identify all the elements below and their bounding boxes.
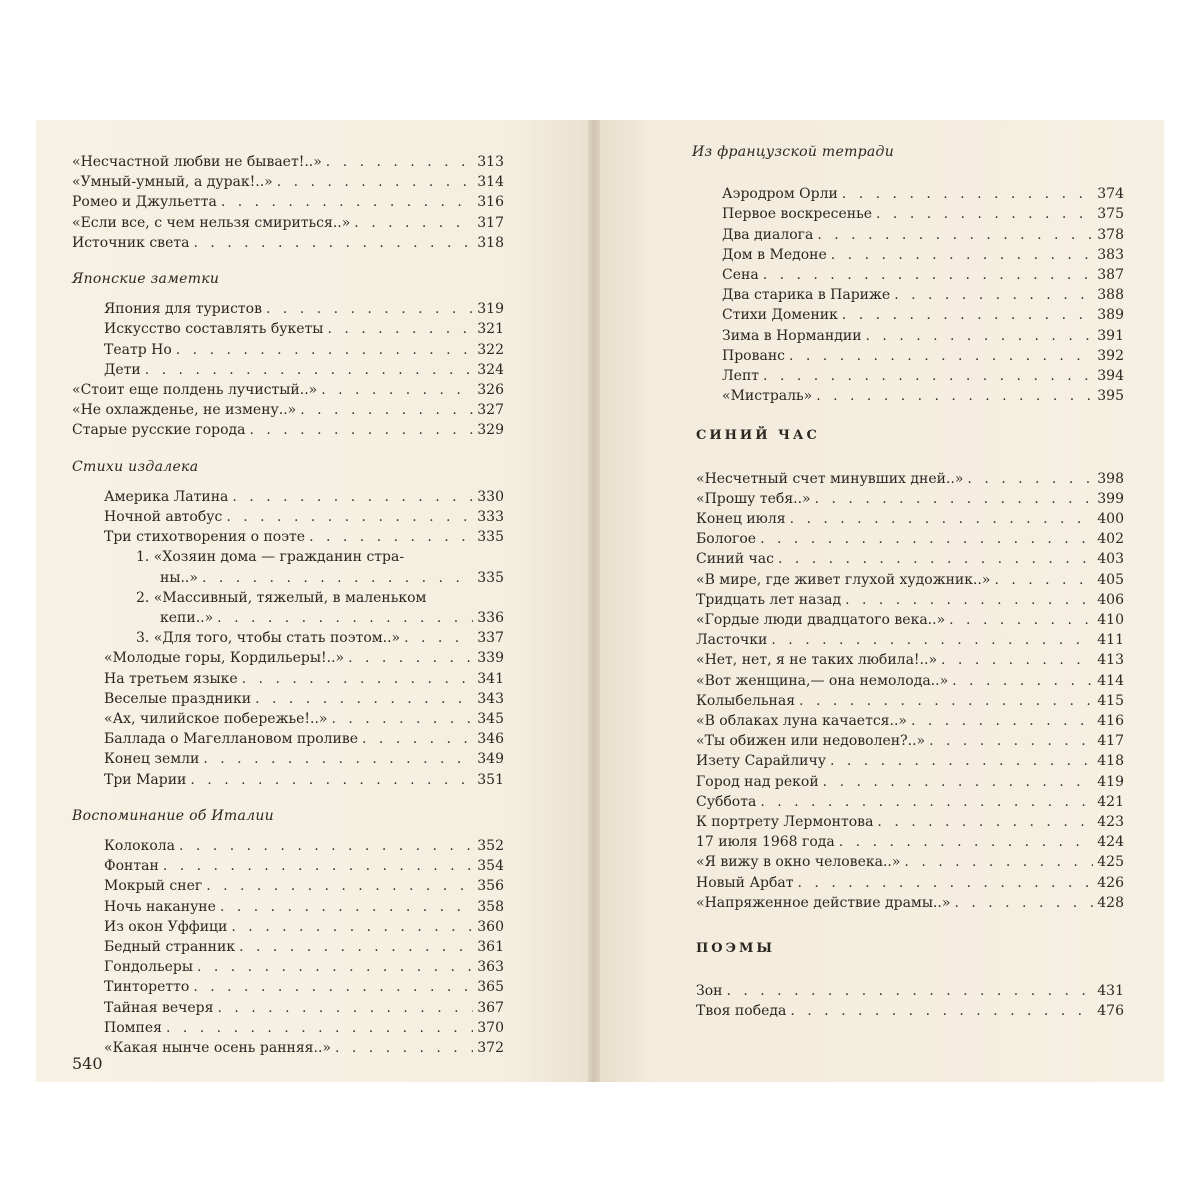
toc-leader-dots <box>823 772 1094 792</box>
toc-entry-title: 2. «Массивный, тяжелый, в маленьком <box>136 589 427 606</box>
toc-section-heading: Стихи издалека <box>72 458 199 475</box>
toc-entry-title: кепи..» <box>160 610 214 626</box>
toc-leader-dots <box>842 305 1093 325</box>
toc-entry <box>696 610 1124 630</box>
toc-entry-title: На третьем языке <box>104 670 238 687</box>
toc-entry-title: Два диалога <box>722 226 814 243</box>
toc-entry-title: «Нет, нет, я не таких любила!..» <box>696 652 938 669</box>
toc-leader-dots <box>789 346 1093 366</box>
toc-leader-dots <box>790 509 1094 529</box>
toc-entry-title: Бедный странник <box>104 939 236 955</box>
toc-entry <box>72 420 504 440</box>
toc-entry-page: 424 <box>1097 834 1124 851</box>
toc-entry-title: Зима в Нормандии <box>722 327 862 344</box>
toc-entry-title: Помпея <box>104 1019 162 1036</box>
toc-entry-page: 431 <box>1097 983 1124 1000</box>
toc-leader-dots <box>817 225 1093 245</box>
toc-leader-dots <box>206 876 473 896</box>
toc-entry-title: Конец земли <box>104 751 200 768</box>
toc-entry-page: 363 <box>477 959 504 976</box>
toc-leader-dots <box>217 998 473 1018</box>
toc-entry-title: Твоя победа <box>696 1003 787 1020</box>
toc-leader-dots <box>193 977 473 997</box>
toc-leader-dots <box>929 731 1093 751</box>
toc-leader-dots <box>904 852 1093 872</box>
toc-leader-dots <box>226 507 473 527</box>
toc-leader-dots <box>763 366 1093 386</box>
toc-entry <box>104 669 504 689</box>
toc-entry-page: 387 <box>1097 267 1124 283</box>
toc-entry <box>722 346 1124 366</box>
toc-entry <box>160 568 504 588</box>
toc-leader-dots <box>771 630 1093 650</box>
toc-entry-title: «Какая нынче осень ранняя..» <box>104 1040 331 1056</box>
toc-entry-page: 421 <box>1097 793 1124 810</box>
toc-entry <box>104 856 504 876</box>
toc-entry-title: Тайная вечеря <box>104 999 214 1016</box>
toc-entry-title: Театр Но <box>104 341 172 358</box>
toc-entry <box>136 547 504 567</box>
toc-entry <box>696 630 1124 650</box>
toc-leader-dots <box>255 689 473 709</box>
toc-entry-page: 335 <box>477 529 504 546</box>
toc-entry <box>696 1001 1124 1021</box>
toc-entry-page: 416 <box>1097 713 1124 729</box>
toc-entry-page: 426 <box>1097 874 1124 891</box>
toc-entry <box>696 549 1124 569</box>
toc-section-heading: Воспоминание об Италии <box>72 807 274 824</box>
toc-leader-dots <box>327 319 473 339</box>
toc-entry-title: Стихи Доменик <box>722 307 838 324</box>
page-number: 540 <box>72 1054 103 1073</box>
toc-entry-page: 406 <box>1097 591 1124 608</box>
toc-entry-title: Ночь накануне <box>104 898 216 915</box>
toc-entry-page: 425 <box>1097 854 1124 871</box>
toc-entry-title: Три Марии <box>104 771 187 788</box>
toc-section-heading: ПОЭМЫ <box>696 941 775 956</box>
toc-leader-dots <box>949 610 1093 630</box>
toc-entry <box>696 832 1124 852</box>
toc-leader-dots <box>815 489 1094 509</box>
toc-entry <box>72 380 504 400</box>
toc-entry <box>104 770 504 790</box>
toc-entry-page: 428 <box>1097 894 1124 911</box>
toc-entry-page: 391 <box>1097 327 1124 344</box>
toc-leader-dots <box>217 608 473 628</box>
toc-entry-title: Прованс <box>722 347 785 364</box>
toc-entry <box>722 285 1124 305</box>
toc-leader-dots <box>798 873 1094 893</box>
toc-entry-page: 388 <box>1097 287 1124 304</box>
toc-entry-title: 1. «Хозяин дома — гражданин стра- <box>136 549 405 566</box>
toc-leader-dots <box>967 469 1093 489</box>
toc-entry <box>722 386 1124 406</box>
toc-entry-title: «Несчастной любви не бывает!..» <box>72 154 322 170</box>
toc-leader-dots <box>816 386 1093 406</box>
toc-entry-page: 316 <box>477 194 504 211</box>
toc-leader-dots <box>203 749 473 769</box>
toc-entry-page: 402 <box>1097 531 1124 548</box>
toc-entry-title: Колокола <box>104 838 176 854</box>
toc-leader-dots <box>842 184 1093 204</box>
toc-entry-page: 418 <box>1097 753 1124 770</box>
toc-entry <box>696 852 1124 872</box>
toc-entry <box>104 1018 504 1038</box>
toc-leader-dots <box>760 529 1093 549</box>
toc-leader-dots <box>845 590 1093 610</box>
toc-entry-title: Зон <box>696 983 723 1000</box>
toc-entry-page: 399 <box>1097 490 1124 507</box>
toc-leader-dots <box>166 1018 473 1038</box>
toc-entry <box>72 400 504 420</box>
toc-entry-title: «Если все, с чем нельзя смириться..» <box>72 214 351 231</box>
toc-leader-dots <box>309 527 473 547</box>
toc-entry <box>696 509 1124 529</box>
toc-entry <box>696 731 1124 751</box>
toc-section-heading: Из французской тетради <box>692 144 895 160</box>
toc-entry <box>722 184 1124 204</box>
toc-entry-page: 411 <box>1097 632 1124 649</box>
toc-entry-title: 3. «Для того, чтобы стать поэтом..» <box>136 630 401 647</box>
toc-leader-dots <box>790 1001 1093 1021</box>
toc-entry <box>104 977 504 997</box>
toc-entry-page: 335 <box>477 569 504 586</box>
toc-entry <box>722 265 1124 285</box>
toc-entry-title: «Умный-умный, а дурак!..» <box>72 174 273 191</box>
toc-entry-page: 351 <box>477 771 504 788</box>
toc-entry-title: «Прошу тебя..» <box>696 490 811 507</box>
toc-entry-page: 367 <box>477 999 504 1016</box>
toc-entry-page: 317 <box>477 214 504 231</box>
toc-entry-title: «Мистраль» <box>722 388 813 405</box>
toc-entry-title: «Ах, чилийское побережье!..» <box>104 711 328 727</box>
toc-entry-page: 383 <box>1097 246 1124 263</box>
toc-entry-title: «Гордые люди двадцатого века..» <box>696 612 946 628</box>
toc-entry <box>696 590 1124 610</box>
toc-entry-title: Источник света <box>72 234 190 251</box>
toc-leader-dots <box>242 669 474 689</box>
toc-entry-page: 423 <box>1097 814 1124 830</box>
toc-entry-page: 322 <box>477 341 504 358</box>
toc-entry <box>104 749 504 769</box>
toc-entry-title: Синий час <box>696 551 774 568</box>
toc-entry-title: Изету Сарайличу <box>696 753 826 770</box>
toc-entry-title: 17 июля 1968 года <box>696 834 835 851</box>
toc-leader-dots <box>830 751 1093 771</box>
toc-entry-title: Аэродром Орли <box>722 186 838 203</box>
toc-leader-dots <box>952 671 1093 691</box>
toc-entry-title: Из окон Уффици <box>104 918 228 935</box>
toc-entry-title: ны..» <box>160 569 198 586</box>
toc-leader-dots <box>894 285 1093 305</box>
toc-entry-page: 314 <box>477 174 504 191</box>
toc-leader-dots <box>249 420 473 440</box>
toc-entry <box>696 671 1124 691</box>
toc-leader-dots <box>866 326 1094 346</box>
toc-entry <box>104 689 504 709</box>
toc-entry-page: 354 <box>477 858 504 875</box>
toc-entry-page: 352 <box>477 838 504 854</box>
toc-entry-page: 346 <box>477 731 504 748</box>
toc-leader-dots <box>231 917 473 937</box>
toc-entry <box>104 527 504 547</box>
toc-entry <box>104 487 504 507</box>
toc-leader-dots <box>190 770 473 790</box>
toc-entry <box>696 893 1124 913</box>
toc-entry-title: Ласточки <box>696 632 768 649</box>
toc-entry <box>104 836 504 856</box>
toc-entry-title: Старые русские города <box>72 422 246 439</box>
toc-entry-title: «Молодые горы, Кордильеры!..» <box>104 650 345 667</box>
toc-entry <box>104 917 504 937</box>
toc-entry-title: Бологое <box>696 531 757 548</box>
toc-entry <box>104 709 504 729</box>
toc-leader-dots <box>778 549 1093 569</box>
toc-entry-page: 419 <box>1097 773 1124 790</box>
toc-entry <box>696 529 1124 549</box>
toc-entry-title: «Ты обижен или недоволен?..» <box>696 733 926 750</box>
toc-entry-page: 365 <box>477 979 504 996</box>
toc-entry <box>104 897 504 917</box>
toc-entry-page: 319 <box>477 301 504 318</box>
toc-entry-page: 327 <box>477 402 504 419</box>
toc-leader-dots <box>760 792 1093 812</box>
toc-leader-dots <box>176 340 474 360</box>
toc-section-heading: СИНИЙ ЧАС <box>696 428 820 444</box>
toc-entry-title: Конец июля <box>696 511 786 527</box>
toc-entry-page: 400 <box>1097 511 1124 527</box>
toc-leader-dots <box>362 729 473 749</box>
toc-leader-dots <box>911 711 1093 731</box>
toc-leader-dots <box>277 172 474 192</box>
toc-entry-page: 336 <box>477 610 504 626</box>
toc-entry-page: 375 <box>1097 206 1124 223</box>
toc-leader-dots <box>221 192 473 212</box>
toc-entry-page: 341 <box>477 670 504 687</box>
toc-entry-title: Сена <box>722 267 759 283</box>
toc-entry-title: Два старика в Париже <box>722 287 891 304</box>
toc-entry <box>696 650 1124 670</box>
toc-entry-page: 398 <box>1097 470 1124 487</box>
toc-entry <box>104 998 504 1018</box>
toc-entry-title: «Стоит еще полдень лучистый..» <box>72 382 318 398</box>
toc-entry-page: 476 <box>1097 1003 1124 1020</box>
toc-entry <box>696 772 1124 792</box>
toc-entry <box>104 1038 504 1058</box>
toc-leader-dots <box>799 691 1093 711</box>
toc-entry <box>72 213 504 233</box>
toc-entry <box>104 319 504 339</box>
toc-entry <box>72 152 504 172</box>
toc-entry <box>104 876 504 896</box>
toc-entry-title: Колыбельная <box>696 692 796 709</box>
toc-entry-title: Первое воскресенье <box>722 206 873 223</box>
toc-entry-title: «Я вижу в окно человека..» <box>696 854 901 871</box>
toc-entry-page: 414 <box>1097 672 1124 689</box>
toc-entry <box>136 628 504 648</box>
toc-entry <box>722 204 1124 224</box>
toc-entry-page: 403 <box>1097 551 1124 568</box>
toc-entry-page: 372 <box>477 1040 504 1056</box>
toc-leader-dots <box>197 957 473 977</box>
toc-entry <box>696 873 1124 893</box>
toc-leader-dots <box>876 204 1093 224</box>
toc-entry-page: 415 <box>1097 692 1124 709</box>
toc-entry-title: Дети <box>104 361 141 378</box>
toc-entry-title: «Несчетный счет минувших дней..» <box>696 470 964 487</box>
toc-entry <box>104 299 504 319</box>
toc-entry <box>722 326 1124 346</box>
toc-entry-title: «Напряженное действие драмы..» <box>696 894 951 911</box>
toc-entry <box>72 172 504 192</box>
toc-entry-title: «В мире, где живет глухой художник..» <box>696 571 991 588</box>
toc-entry-page: 358 <box>477 898 504 915</box>
book-gutter <box>588 120 600 1082</box>
toc-entry-page: 349 <box>477 751 504 768</box>
toc-entry <box>722 225 1124 245</box>
toc-entry <box>722 305 1124 325</box>
toc-entry-title: Город над рекой <box>696 773 819 790</box>
toc-entry-page: 343 <box>477 690 504 707</box>
toc-entry-title: Дом в Медоне <box>722 246 827 263</box>
toc-leader-dots <box>266 299 473 319</box>
toc-entry-page: 329 <box>477 422 504 439</box>
toc-entry <box>104 648 504 668</box>
toc-entry-page: 417 <box>1097 733 1124 750</box>
toc-entry-title: «В облаках луна качается..» <box>696 713 907 729</box>
toc-entry-page: 330 <box>477 488 504 505</box>
toc-entry-page: 337 <box>477 630 504 647</box>
toc-entry-page: 413 <box>1097 652 1124 669</box>
toc-entry-page: 313 <box>477 154 504 170</box>
toc-entry-title: Новый Арбат <box>696 874 794 891</box>
toc-leader-dots <box>404 628 473 648</box>
toc-entry-title: Ночной автобус <box>104 509 223 525</box>
toc-leader-dots <box>232 487 473 507</box>
toc-entry-page: 389 <box>1097 307 1124 324</box>
toc-entry-title: Три стихотворения о поэте <box>104 529 306 546</box>
toc-leader-dots <box>954 893 1093 913</box>
toc-entry-title: Америка Латина <box>104 488 229 505</box>
toc-entry-page: 392 <box>1097 347 1124 364</box>
toc-entry-page: 326 <box>477 382 504 398</box>
toc-entry <box>696 570 1124 590</box>
toc-leader-dots <box>239 937 473 957</box>
toc-leader-dots <box>145 360 474 380</box>
toc-entry <box>696 711 1124 731</box>
toc-entry-title: Суббота <box>696 793 757 810</box>
toc-entry <box>696 751 1124 771</box>
toc-entry-page: 333 <box>477 509 504 525</box>
toc-entry-page: 318 <box>477 234 504 251</box>
toc-entry <box>136 588 504 608</box>
toc-entry <box>104 360 504 380</box>
toc-leader-dots <box>335 1038 473 1058</box>
toc-entry-page: 339 <box>477 650 504 667</box>
toc-entry-page: 321 <box>477 321 504 338</box>
toc-entry-title: Гондольеры <box>104 959 193 976</box>
toc-entry-page: 410 <box>1097 612 1124 628</box>
toc-entry <box>104 507 504 527</box>
toc-entry-page: 360 <box>477 918 504 935</box>
toc-leader-dots <box>348 648 473 668</box>
toc-entry-title: Япония для туристов <box>104 301 262 318</box>
toc-entry <box>160 608 504 628</box>
toc-entry-page: 405 <box>1097 571 1124 588</box>
toc-leader-dots <box>839 832 1093 852</box>
toc-entry-title: «Вот женщина,— она немолода..» <box>696 672 949 689</box>
toc-leader-dots <box>994 570 1093 590</box>
toc-entry-title: Баллада о Магеллановом проливе <box>104 731 359 748</box>
toc-entry <box>104 340 504 360</box>
toc-leader-dots <box>763 265 1094 285</box>
toc-entry <box>722 245 1124 265</box>
toc-leader-dots <box>220 897 473 917</box>
toc-section-heading: Японские заметки <box>72 271 220 287</box>
toc-entry <box>104 729 504 749</box>
toc-entry-title: К портрету Лермонтова <box>696 814 874 830</box>
toc-entry <box>696 469 1124 489</box>
toc-entry <box>696 691 1124 711</box>
toc-entry <box>696 812 1124 832</box>
toc-leader-dots <box>163 856 473 876</box>
toc-entry-title: Мокрый снег <box>104 878 203 895</box>
toc-leader-dots <box>941 650 1093 670</box>
toc-leader-dots <box>193 233 473 253</box>
toc-entry-title: Тинторетто <box>104 979 190 996</box>
toc-entry <box>72 233 504 253</box>
toc-entry-page: 324 <box>477 361 504 378</box>
toc-leader-dots <box>354 213 473 233</box>
toc-leader-dots <box>179 836 473 856</box>
toc-entry <box>696 792 1124 812</box>
toc-entry-title: Фонтан <box>104 858 159 875</box>
toc-entry-title: Ромео и Джульетта <box>72 194 217 211</box>
toc-entry-page: 394 <box>1097 368 1124 384</box>
toc-entry-title: Лепт <box>722 368 760 384</box>
toc-entry-page: 395 <box>1097 388 1124 405</box>
toc-leader-dots <box>831 245 1093 265</box>
toc-leader-dots <box>202 568 473 588</box>
toc-entry-page: 345 <box>477 711 504 727</box>
toc-leader-dots <box>726 981 1093 1001</box>
toc-entry-title: «Не охлажденье, не измену..» <box>72 402 297 419</box>
toc-entry-title: Веселые праздники <box>104 690 252 707</box>
toc-entry <box>104 937 504 957</box>
toc-entry-page: 374 <box>1097 186 1124 203</box>
toc-entry-page: 361 <box>477 939 504 955</box>
toc-entry <box>72 192 504 212</box>
toc-entry-page: 378 <box>1097 226 1124 243</box>
toc-leader-dots <box>331 709 473 729</box>
toc-entry <box>696 489 1124 509</box>
toc-entry-page: 370 <box>477 1019 504 1036</box>
toc-leader-dots <box>300 400 473 420</box>
toc-entry-title: Тридцать лет назад <box>696 591 842 608</box>
toc-entry <box>722 366 1124 386</box>
toc-entry-page: 356 <box>477 878 504 895</box>
toc-entry-title: Искусство составлять букеты <box>104 321 324 338</box>
toc-entry <box>696 981 1124 1001</box>
toc-leader-dots <box>326 152 473 172</box>
toc-leader-dots <box>877 812 1093 832</box>
toc-entry <box>104 957 504 977</box>
toc-leader-dots <box>321 380 473 400</box>
